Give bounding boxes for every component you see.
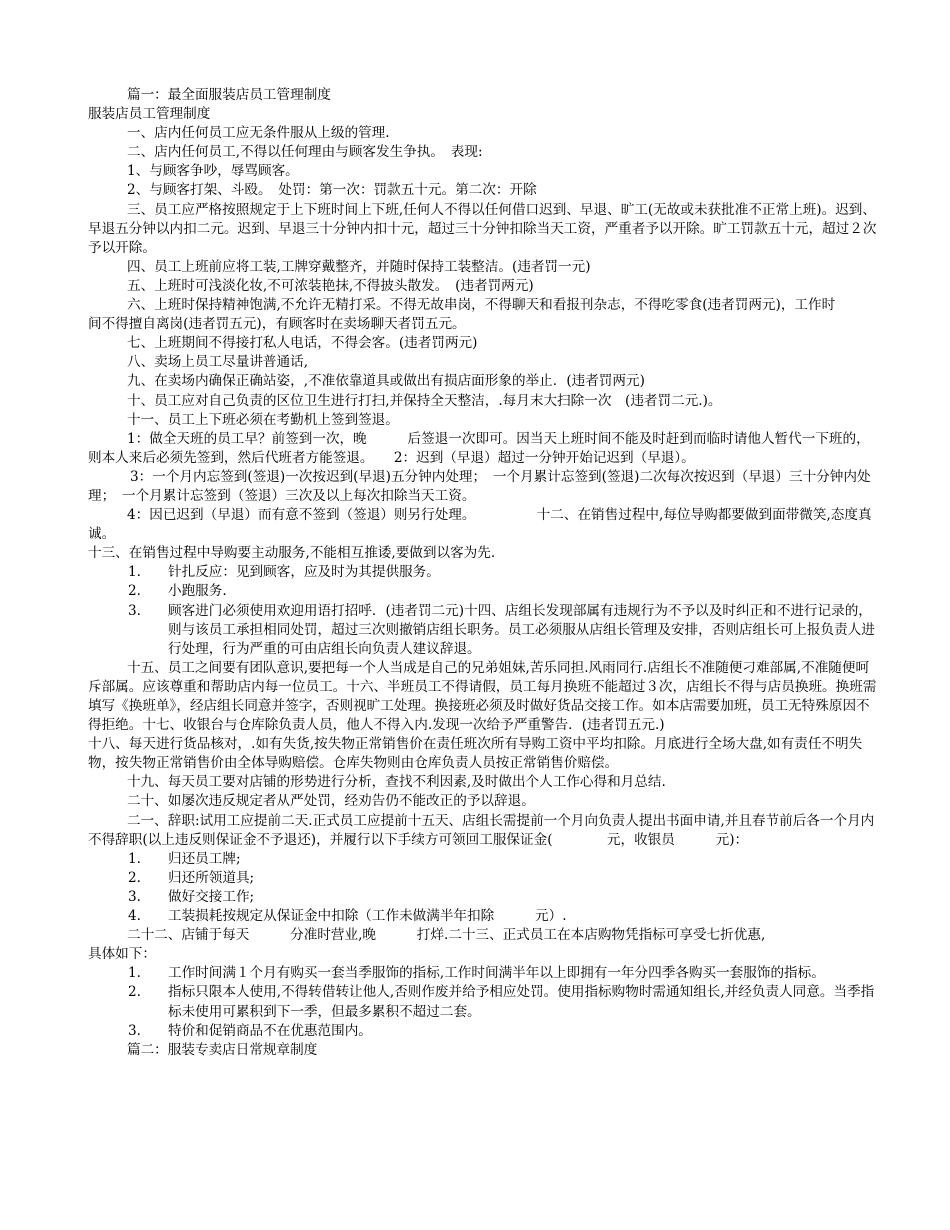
paragraph: 二十二、店铺于每天 分准时营业,晚 打烊.二十三、正式员工在本店购物凭指标可享受七折优惠,	[127, 927, 766, 944]
list-item-number: 4.	[128, 908, 141, 925]
paragraph: 二、店内任何员工,不得以任何理由与顾客发生争执。 表现:	[127, 144, 483, 161]
list-item	[88, 869, 878, 888]
list-item-number: 2.	[128, 869, 141, 886]
list-item	[88, 964, 878, 983]
list-item	[88, 1022, 878, 1041]
paragraph: 十一、员工上下班必须在考勤机上签到签退。	[127, 411, 399, 428]
paragraph: 八、卖场上员工尽量讲普通话,	[127, 354, 309, 371]
list-item-text: 小跑服务.	[168, 583, 227, 600]
list-item-text: 工装损耗按规定从保证金中扣除（工作未做满半年扣除 元）.	[168, 908, 567, 925]
list-item	[88, 563, 878, 582]
list-item	[88, 602, 878, 659]
list-item-text: 针扎反应：见到顾客，应及时为其提供服务。	[168, 564, 440, 581]
list-item	[88, 907, 878, 926]
paragraph-group-1	[88, 86, 878, 563]
document-body	[88, 86, 878, 1060]
paragraph: 七、上班期间不得接打私人电话，不得会客。(违者罚两元)	[127, 335, 478, 352]
list-item-number: 3.	[128, 888, 141, 905]
list-item-number: 3.	[128, 1022, 141, 1039]
paragraph: 九、在卖场内确保正确站姿，,不准依靠道具或做出有损店面形象的举止．(违者罚两元)	[127, 373, 645, 390]
list-resignation-steps	[88, 850, 878, 926]
paragraph: 十九、每天员工要对店铺的形势进行分析，查找不利因素,及时做出个人工作心得和月总结.	[127, 774, 666, 791]
list-item-number: 2.	[128, 984, 141, 1001]
list-item-text: 工作时间满１个月有购买一套当季服饰的指标,工作时间满半年以上即拥有一年分四季各购买一套服饰的指标。	[168, 965, 825, 982]
list-item-number: 1.	[128, 564, 141, 581]
paragraph: 六、上班时保持精神饱满,不允许无精打采。不得无故串岗，不得聊天和看报刊杂志，不得吃零食(违者罚两元)，工作时	[127, 297, 836, 314]
list-item-text: 做好交接工作;	[168, 888, 255, 905]
paragraph: 四、员工上班前应将工装,工牌穿戴整齐，并随时保持工装整洁。(违者罚一元)	[127, 258, 591, 275]
paragraph: 一、店内任何员工应无条件服从上级的管理.	[127, 125, 390, 142]
list-item-text: 指标只限本人使用,不得转借转让他人,否则作废并给予相应处罚。使用指标购物时需通知组长,并经负责人同意。当季指标未使用可累积到下一季，但最多累积不超过二套。	[168, 984, 875, 1020]
paragraph: 3：一个月内忘签到(签退)一次按迟到(早退)五分钟内处理； 一个月累计忘签到(签退)二次每次按迟到（早退）三十分钟内处理； 一个月累计忘签到（签退）三次及以上每次扣除当天工资。	[88, 468, 871, 504]
list-item	[88, 983, 878, 1021]
list-discount-rules	[88, 964, 878, 1040]
paragraph-group-2	[88, 659, 878, 850]
paragraph: 二十、如屡次违反规定者从严处罚，经劝告仍不能改正的予以辞退。	[127, 793, 535, 810]
list-item-text: 归还员工牌;	[168, 850, 241, 867]
paragraph: 2、与顾客打架、斗殴。 处罚：第一次：罚款五十元。第二次：开除	[127, 182, 537, 199]
list-item-number: 2.	[128, 583, 141, 600]
section-heading-next: 篇二：服装专卖店日常规章制度	[127, 1041, 318, 1058]
list-item	[88, 582, 878, 601]
paragraph: 篇一：最全面服装店员工管理制度	[127, 87, 331, 103]
list-item-number: 3.	[128, 602, 141, 619]
paragraph: 1、与顾客争吵，辱骂顾客。	[127, 163, 299, 180]
paragraph: 三、员工应严格按照规定于上下班时间上下班,任何人不得以任何借口迟到、早退、旷工(无故或未获批准不正常上班)。迟到、早退五分钟以内扣二元。迟到、早退三十分钟内扣十元，超过三十分钟扣除当天工资，严重者予以开除。旷工罚款五十元，超过２次予以开除。	[88, 201, 877, 256]
paragraph: 间不得擅自离岗(违者罚五元)，有顾客时在卖场聊天者罚五元。	[88, 316, 466, 333]
paragraph: 十八、每天进行货品核对，.如有失货,按失物正常销售价在责任班次所有导购工资中平均扣除。月底进行全场大盘,如有责任不明失物，按失物正常销售价由全体导购赔偿。仓库失物则由仓库负责人员按正常销售价赔偿。	[88, 736, 863, 772]
list-item-text: 特价和促销商品不在优惠范围内。	[168, 1022, 372, 1039]
list-item	[88, 888, 878, 907]
paragraph: 十、员工应对自己负责的区位卫生进行打扫,并保持全天整洁，.每月末大扫除一次 (违者罚二元.)。	[127, 392, 722, 409]
paragraph: 4：因已迟到（早退）而有意不签到（签退）则另行处理。 十二、在销售过程中,每位导购都要做到面带微笑,态度真诚。	[88, 507, 872, 543]
paragraph: 十三、在销售过程中导购要主动服务,不能相互推诿,要做到以客为先.	[88, 545, 496, 562]
paragraph: 五、上班时可浅淡化妆,不可浓装艳抹,不得披头散发。 (违者罚两元)	[127, 277, 534, 294]
paragraph-group-3	[88, 926, 878, 964]
paragraph: 二一、辞职:试用工应提前二天.正式员工应提前十五天、店组长需提前一个月向负责人提出书面申请,并且春节前后各一个月内不得辞职(以上违反则保证金不予退还)，并履行以下手续方可领回工服保证金( 元，收银员 元)：	[88, 812, 875, 848]
list-item	[88, 850, 878, 869]
list-service	[88, 563, 878, 658]
list-item-number: 1.	[128, 965, 141, 982]
list-item-text: 归还所领道具;	[168, 869, 255, 886]
paragraph: 服装店员工管理制度	[88, 106, 211, 123]
paragraph: 十五、员工之间要有团队意识,要把每一个人当成是自己的兄弟姐妹,苦乐同担.风雨同行.店组长不准随便刁难部属,不准随便呵斥部属。应该尊重和帮助店内每一位员工。十六、半班员工不得请假，员工每月换班不能超过３次，店组长不得与店员换班。换班需填写《换班单》，经店组长同意并签字，否则视旷工处理。换接班必须及时做好货品交接工作。如本店需要加班，员工无特殊原因不得拒绝。十七、收银台与仓库除负责人员，他人不得入内.发现一次给予严重警告．(违者罚五元.)	[88, 659, 877, 734]
list-item-number: 1.	[128, 850, 141, 867]
paragraph: 具体如下：	[88, 946, 156, 963]
list-item-text: 顾客进门必须使用欢迎用语打招呼．(违者罚二元)十四、店组长发现部属有违规行为不予以及时纠正和不进行记录的，则与该员工承担相同处罚，超过三次则撤销店组长职务。员工必须服从店组长管理及安排，否则店组长可上报负责人进行处理，行为严重的可由店组长向负责人建议辞退。	[168, 602, 875, 657]
paragraph: 1：做全天班的员工早？前签到一次，晚 后签退一次即可。因当天上班时间不能及时赶到而临时请他人暂代一下班的，则本人来后必须先签到，然后代班者方能签退。 2：迟到（早退）超过一分钟开始记迟到（早退）。	[88, 430, 870, 466]
